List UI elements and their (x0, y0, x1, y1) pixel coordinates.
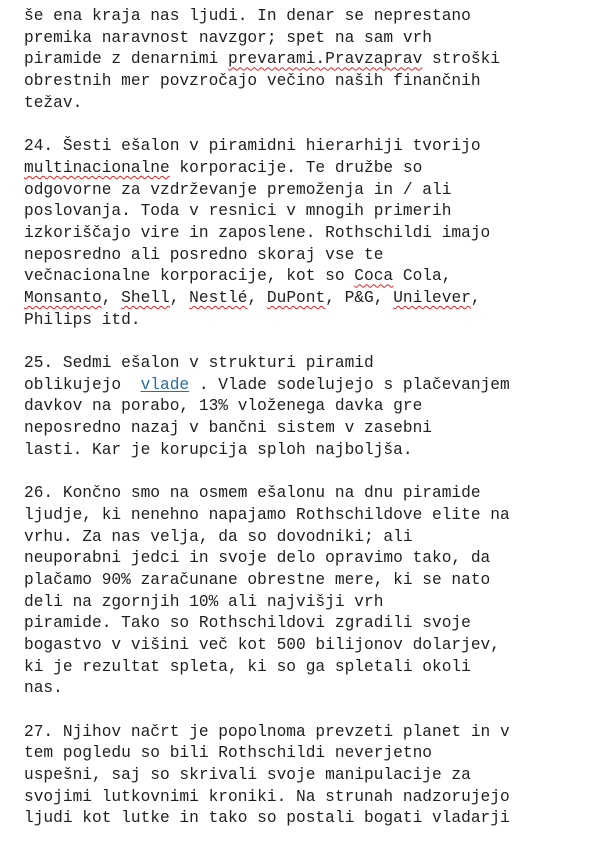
misspelled-word: Shell (121, 288, 170, 307)
text-line: premika naravnost navzgor; spet na sam vrh (24, 28, 432, 47)
text-line (24, 49, 614, 71)
paragraph-intro (24, 6, 614, 114)
text-line: nas. (24, 679, 63, 698)
text-line: 24. Šesti ešalon v piramidni hierarhiji tvorijo (24, 137, 481, 156)
misspelled-word: Coca (354, 267, 394, 286)
paragraph-27 (24, 722, 614, 830)
paragraph-24 (24, 136, 614, 331)
misspelled-word: Nestlé (189, 288, 248, 307)
text-segment: , (247, 288, 267, 307)
text-line (24, 158, 614, 180)
text-segment: korporacije. Te družbe so (169, 158, 423, 177)
text-line: ljudi kot lutke in tako so postali bogati vladarji (24, 809, 510, 828)
text-segment: , (101, 288, 122, 307)
misspelled-word: Monsanto (24, 288, 102, 307)
text-line (24, 375, 614, 397)
text-line: 27. Njihov načrt je popolnoma prevzeti planet in v (24, 722, 510, 741)
paragraph-spacer (24, 461, 614, 483)
text-line: neposredno ali posredno skoraj vse te (24, 245, 384, 264)
text-segment: , (470, 288, 481, 307)
text-line: poslovanja. Toda v resnici v mnogih primerih (24, 202, 452, 221)
misspelled-word: Unilever (393, 288, 471, 307)
paragraph-spacer (24, 114, 614, 136)
text-segment: . Vlade sodelujejo s plačevanjem (189, 375, 510, 394)
text-line (24, 266, 614, 288)
text-line: neuporabni jedci in svoje delo opravimo tako, da (24, 549, 491, 568)
misspelled-word: DuPont (266, 288, 326, 307)
text-line: piramide. Tako so Rothschildovi zgradili svoje (24, 614, 471, 633)
text-line: uspešni, saj so skrivali svoje manipulacije za (24, 766, 471, 785)
text-line: neposredno nazaj v bančni sistem v zasebni (24, 419, 432, 438)
vlade-link[interactable]: vlade (140, 375, 190, 394)
paragraph-spacer (24, 700, 614, 722)
text-line: deli na zgornjih 10% ali najvišji vrh (24, 592, 384, 611)
text-segment: Cola, (393, 267, 452, 286)
document-body (24, 6, 614, 830)
text-line: tem pogledu so bili Rothschildi neverjetno (24, 744, 432, 763)
misspelled-word: prevarami.Pravzaprav (228, 50, 423, 69)
text-line: davkov na porabo, 13% vloženega davka gre (24, 397, 423, 416)
paragraph-26 (24, 483, 614, 700)
text-line: vrhu. Za nas velja, da so dovodniki; ali (24, 527, 413, 546)
text-line: ki je rezultat spleta, ki so ga spletali okoli (24, 657, 471, 676)
text-line: plačamo 90% zaračunane obrestne mere, ki se nato (24, 570, 491, 589)
text-line: bogastvo v višini več kot 500 bilijonov dolarjev, (24, 635, 500, 654)
text-line: svojimi lutkovnimi kroniki. Na strunah nadzorujejo (24, 787, 510, 806)
text-segment: piramide z denarnimi (24, 50, 228, 69)
text-segment: oblikujejo (24, 375, 141, 394)
text-line: odgovorne za vzdrževanje premoženja in / ali (24, 180, 452, 199)
text-line: lasti. Kar je korupcija sploh najboljša. (24, 440, 413, 459)
paragraph-spacer (24, 331, 614, 353)
text-line (24, 288, 614, 310)
text-segment: večnacionalne korporacije, kot so (24, 267, 355, 286)
text-line: izkoriščajo vire in zaposlene. Rothschildi imajo (24, 223, 491, 242)
text-line: 26. Končno smo na osmem ešalonu na dnu piramide (24, 484, 481, 503)
text-line: še ena kraja nas ljudi. In denar se neprestano (24, 7, 471, 25)
text-line: obrestnih mer povzročajo večino naših finančnih (24, 72, 481, 91)
text-segment: , (169, 288, 190, 307)
text-line: 25. Sedmi ešalon v strukturi piramid (24, 354, 374, 372)
text-line: težav. (24, 93, 83, 112)
paragraph-25 (24, 353, 614, 461)
text-segment: , P&G, (325, 288, 394, 307)
text-line: Philips itd. (24, 310, 141, 329)
misspelled-word: multinacionalne (24, 158, 170, 177)
text-segment: stroški (422, 50, 501, 69)
text-line: ljudje, ki nenehno napajamo Rothschildove elite na (24, 505, 510, 524)
